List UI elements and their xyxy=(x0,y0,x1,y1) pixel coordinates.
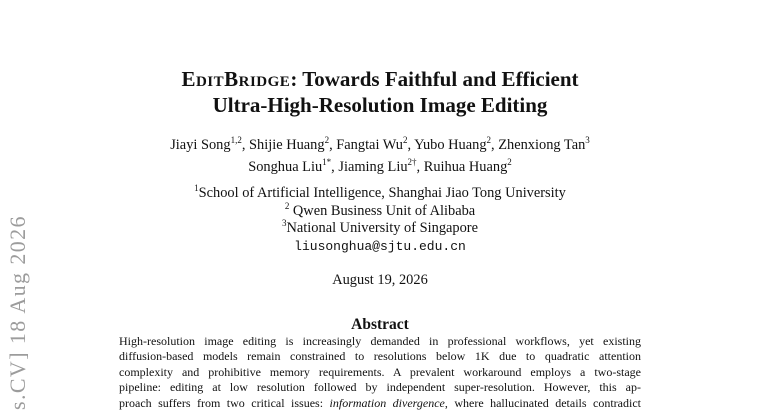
title-line-1 xyxy=(0,66,760,92)
affiliation-text: Qwen Business Unit of Alibaba xyxy=(289,202,476,219)
abstract-line: complexity and prohibitive memory requirements. A prevalent workaround employs a two-stage xyxy=(119,364,641,379)
affiliation-mark: 2 xyxy=(284,200,290,211)
affiliation-text: National University of Singapore xyxy=(286,220,478,236)
affiliation-item xyxy=(0,185,760,203)
author-separator: , xyxy=(331,159,339,175)
abstract-heading: Abstract xyxy=(351,316,409,333)
contact-email[interactable]: liusonghua@sjtu.edu.cn xyxy=(294,238,466,254)
author-separator: , xyxy=(329,137,337,153)
author-affiliation-mark: 3 xyxy=(585,135,590,145)
arxiv-side-stamp-text: s.CV] 18 Aug 2026 xyxy=(5,215,30,410)
author-affiliation-mark: 1,2 xyxy=(230,135,242,145)
abstract-line-text: , where hallucinated details contradict xyxy=(444,395,641,410)
author-name: Jiaming Liu xyxy=(338,159,408,175)
publication-date: August 19, 2026 xyxy=(332,272,428,288)
abstract-line: diffusion-based models remain constrained to resolutions below 1K due to quadratic attention xyxy=(119,349,641,364)
author-name: Yubo Huang xyxy=(414,137,487,153)
author-line-1 xyxy=(0,134,760,156)
affiliation-mark: 3 xyxy=(282,218,287,228)
affiliation-item xyxy=(0,200,760,221)
abstract-line: High-resolution image editing is increasingly demanded in professional workflows, yet existing xyxy=(119,334,641,348)
affiliation-mark: 1 xyxy=(194,183,199,193)
author-name: Jiayi Song xyxy=(170,137,231,153)
author-name: Fangtai Wu xyxy=(336,137,403,153)
title-line-1-rest: : Towards Faithful and Efficient xyxy=(290,67,579,91)
author-affiliation-mark: 2† xyxy=(407,157,417,167)
affiliation-item xyxy=(0,220,760,238)
author-affiliation-mark: 2 xyxy=(403,135,408,145)
author-affiliation-mark: 2 xyxy=(486,135,492,145)
abstract-line xyxy=(119,396,641,411)
author-name: Ruihua Huang xyxy=(423,159,508,175)
author-name: Zhenxiong Tan xyxy=(498,137,586,153)
affiliation-text: School of Artificial Intelligence, Shanghai Jiao Tong University xyxy=(198,185,566,201)
title-method-name: EditBridge xyxy=(181,67,291,91)
abstract-emphasis: information divergence xyxy=(329,395,445,410)
author-name: Songhua Liu xyxy=(248,159,323,175)
paper-title xyxy=(0,66,760,118)
affiliation-list xyxy=(0,185,760,255)
abstract-body xyxy=(119,334,641,411)
abstract-line-text: proach suffers from two critical issues: xyxy=(119,395,330,410)
author-separator: , xyxy=(407,137,415,153)
abstract-line: pipeline: editing at low resolution followed by independent super-resolution. However, this ap- xyxy=(119,380,641,395)
author-affiliation-mark: 2 xyxy=(507,157,512,167)
author-separator: , xyxy=(491,137,499,153)
author-separator: , xyxy=(416,159,424,175)
author-affiliation-mark: 2 xyxy=(324,135,330,145)
author-line-2 xyxy=(0,156,760,178)
title-line-2: Ultra-High-Resolution Image Editing xyxy=(212,93,548,117)
author-affiliation-mark: 1* xyxy=(322,157,332,167)
author-separator: , xyxy=(241,137,250,153)
author-name: Shijie Huang xyxy=(249,137,325,153)
author-list xyxy=(0,134,760,178)
